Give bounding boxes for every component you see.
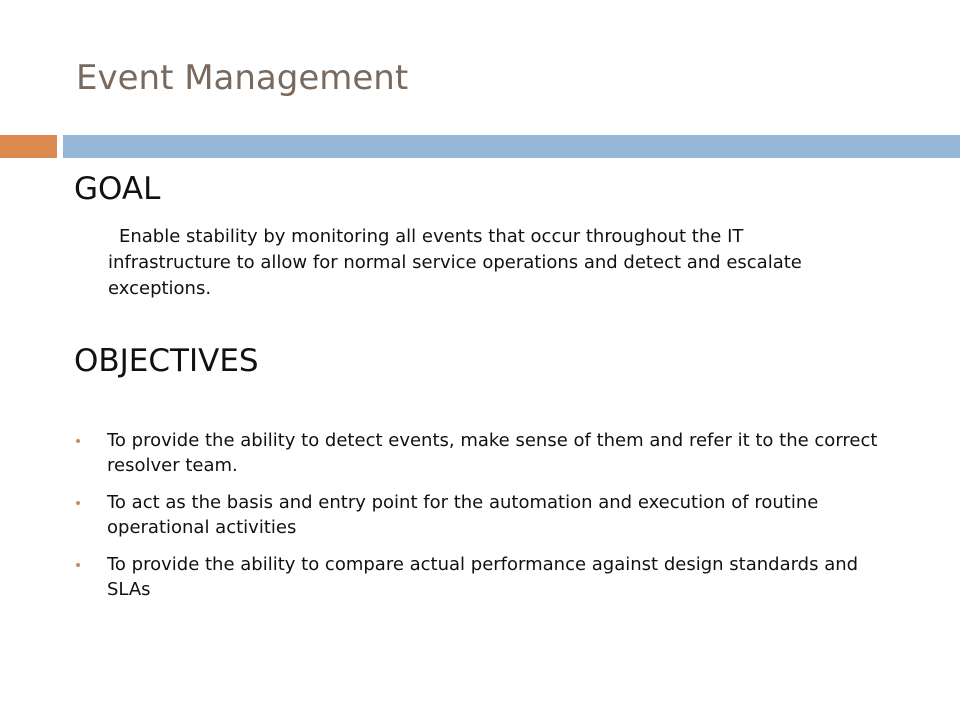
objectives-list: [74, 428, 904, 614]
objective-item: [74, 552, 904, 602]
bullet-dot-icon: [76, 501, 80, 505]
objective-text: To act as the basis and entry point for the automation and execution of routine operational activities: [107, 492, 819, 538]
objectives-heading: OBJECTIVES: [74, 343, 259, 379]
objective-text: To provide the ability to detect events, make sense of them and refer it to the correct resolver team.: [107, 430, 878, 476]
slide-title: Event Management: [76, 58, 409, 98]
objective-item: [74, 490, 904, 540]
goal-heading: GOAL: [74, 171, 161, 207]
bullet-dot-icon: [76, 439, 80, 443]
objective-item: [74, 428, 904, 478]
title-accent-orange-bar: [0, 135, 57, 158]
objective-text: To provide the ability to compare actual performance against design standards and SLAs: [107, 554, 859, 600]
bullet-dot-icon: [76, 563, 80, 567]
title-accent-blue-bar: [63, 135, 960, 158]
goal-description: Enable stability by monitoring all events that occur throughout the IT infrastructure to allow for normal service operations and detect and escalate exceptions.: [108, 226, 802, 299]
